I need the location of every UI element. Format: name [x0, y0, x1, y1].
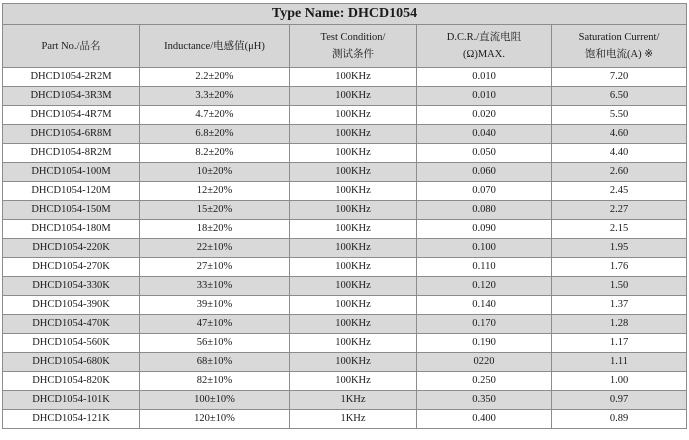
dcr-cell: 0.190: [417, 334, 552, 353]
dcr-cell: 0.050: [417, 144, 552, 163]
inductance-cell: 12±20%: [140, 182, 290, 201]
saturation-current-cell: 0.97: [552, 391, 687, 410]
dcr-cell: 0.090: [417, 220, 552, 239]
saturation-current-cell: 1.00: [552, 372, 687, 391]
test-condition-cell: 100KHz: [290, 258, 417, 277]
table-row: [3, 163, 687, 182]
dcr-cell: 0.060: [417, 163, 552, 182]
dcr-cell: 0.010: [417, 87, 552, 106]
part-no-cell: DHCD1054-3R3M: [3, 87, 140, 106]
dcr-cell: 0.110: [417, 258, 552, 277]
table-row: [3, 334, 687, 353]
dcr-cell: 0.170: [417, 315, 552, 334]
saturation-current-cell: 1.17: [552, 334, 687, 353]
dcr-cell: 0.020: [417, 106, 552, 125]
test-condition-cell: 100KHz: [290, 239, 417, 258]
test-condition-cell: 100KHz: [290, 125, 417, 144]
saturation-current-cell: 1.95: [552, 239, 687, 258]
table-row: [3, 353, 687, 372]
header-saturation-cn: 饱和电流(A) ※: [585, 49, 653, 60]
inductance-cell: 56±10%: [140, 334, 290, 353]
test-condition-cell: 1KHz: [290, 410, 417, 429]
part-no-cell: DHCD1054-8R2M: [3, 144, 140, 163]
saturation-current-cell: 1.11: [552, 353, 687, 372]
inductance-cell: 27±10%: [140, 258, 290, 277]
inductance-cell: 8.2±20%: [140, 144, 290, 163]
saturation-current-cell: 4.40: [552, 144, 687, 163]
saturation-current-cell: 1.50: [552, 277, 687, 296]
inductance-cell: 33±10%: [140, 277, 290, 296]
inductance-cell: 47±10%: [140, 315, 290, 334]
header-dcr-line2: (Ω)MAX.: [463, 49, 505, 60]
table-row: [3, 315, 687, 334]
spec-table: [2, 3, 687, 429]
table-row: [3, 68, 687, 87]
header-part-no: [3, 25, 140, 68]
part-no-cell: DHCD1054-470K: [3, 315, 140, 334]
part-no-cell: DHCD1054-4R7M: [3, 106, 140, 125]
part-no-cell: DHCD1054-820K: [3, 372, 140, 391]
part-no-cell: DHCD1054-101K: [3, 391, 140, 410]
saturation-current-cell: 1.28: [552, 315, 687, 334]
test-condition-cell: 100KHz: [290, 68, 417, 87]
dcr-cell: 0.070: [417, 182, 552, 201]
saturation-current-cell: 2.60: [552, 163, 687, 182]
test-condition-cell: 100KHz: [290, 163, 417, 182]
part-no-cell: DHCD1054-6R8M: [3, 125, 140, 144]
table-row: [3, 410, 687, 429]
header-inductance: [140, 25, 290, 68]
test-condition-cell: 100KHz: [290, 334, 417, 353]
header-dcr: [417, 25, 552, 68]
inductance-cell: 100±10%: [140, 391, 290, 410]
header-saturation-current: [552, 25, 687, 68]
header-part-no-label: Part No./品名: [41, 40, 101, 52]
inductance-cell: 120±10%: [140, 410, 290, 429]
inductance-cell: 68±10%: [140, 353, 290, 372]
inductance-cell: 2.2±20%: [140, 68, 290, 87]
inductance-cell: 15±20%: [140, 201, 290, 220]
test-condition-cell: 100KHz: [290, 353, 417, 372]
test-condition-cell: 100KHz: [290, 372, 417, 391]
saturation-current-cell: 2.15: [552, 220, 687, 239]
header-dcr-line1: D.C.R./直流电阻: [446, 32, 522, 43]
table-row: [3, 106, 687, 125]
inductance-cell: 39±10%: [140, 296, 290, 315]
inductance-cell: 3.3±20%: [140, 87, 290, 106]
inductance-cell: 18±20%: [140, 220, 290, 239]
table-row: [3, 87, 687, 106]
part-no-cell: DHCD1054-560K: [3, 334, 140, 353]
test-condition-cell: 100KHz: [290, 182, 417, 201]
dcr-cell: 0.120: [417, 277, 552, 296]
test-condition-cell: 100KHz: [290, 87, 417, 106]
dcr-cell: 0.350: [417, 391, 552, 410]
saturation-current-cell: 2.45: [552, 182, 687, 201]
saturation-current-cell: 1.37: [552, 296, 687, 315]
inductance-cell: 10±20%: [140, 163, 290, 182]
test-condition-cell: 100KHz: [290, 315, 417, 334]
dcr-cell: 0.010: [417, 68, 552, 87]
test-condition-cell: 1KHz: [290, 391, 417, 410]
table-row: [3, 125, 687, 144]
part-no-cell: DHCD1054-150M: [3, 201, 140, 220]
header-saturation-en: Saturation Current/: [578, 32, 660, 43]
title-row: [3, 4, 687, 25]
saturation-current-cell: 1.76: [552, 258, 687, 277]
saturation-current-cell: 5.50: [552, 106, 687, 125]
test-condition-cell: 100KHz: [290, 296, 417, 315]
header-inductance-label: Inductance/电感值(μH): [164, 40, 265, 52]
saturation-current-cell: 7.20: [552, 68, 687, 87]
dcr-cell: 0.250: [417, 372, 552, 391]
saturation-current-cell: 2.27: [552, 201, 687, 220]
table-row: [3, 296, 687, 315]
header-test-condition-cn: 测试条件: [332, 49, 374, 60]
table-row: [3, 220, 687, 239]
part-no-cell: DHCD1054-330K: [3, 277, 140, 296]
table-row: [3, 182, 687, 201]
table-row: [3, 201, 687, 220]
saturation-current-cell: 6.50: [552, 87, 687, 106]
table-title: Type Name: DHCD1054: [3, 4, 687, 25]
test-condition-cell: 100KHz: [290, 106, 417, 125]
spec-table-container: [2, 3, 686, 429]
inductance-cell: 4.7±20%: [140, 106, 290, 125]
table-body: [3, 68, 687, 429]
saturation-current-cell: 4.60: [552, 125, 687, 144]
part-no-cell: DHCD1054-390K: [3, 296, 140, 315]
dcr-cell: 0.100: [417, 239, 552, 258]
dcr-cell: 0.140: [417, 296, 552, 315]
inductance-cell: 82±10%: [140, 372, 290, 391]
table-row: [3, 144, 687, 163]
test-condition-cell: 100KHz: [290, 201, 417, 220]
test-condition-cell: 100KHz: [290, 220, 417, 239]
part-no-cell: DHCD1054-2R2M: [3, 68, 140, 87]
test-condition-cell: 100KHz: [290, 277, 417, 296]
table-row: [3, 277, 687, 296]
dcr-cell: 0220: [417, 353, 552, 372]
part-no-cell: DHCD1054-680K: [3, 353, 140, 372]
part-no-cell: DHCD1054-180M: [3, 220, 140, 239]
header-row: [3, 25, 687, 68]
part-no-cell: DHCD1054-220K: [3, 239, 140, 258]
table-row: [3, 258, 687, 277]
test-condition-cell: 100KHz: [290, 144, 417, 163]
part-no-cell: DHCD1054-120M: [3, 182, 140, 201]
part-no-cell: DHCD1054-270K: [3, 258, 140, 277]
table-row: [3, 372, 687, 391]
part-no-cell: DHCD1054-121K: [3, 410, 140, 429]
inductance-cell: 6.8±20%: [140, 125, 290, 144]
dcr-cell: 0.040: [417, 125, 552, 144]
part-no-cell: DHCD1054-100M: [3, 163, 140, 182]
table-row: [3, 239, 687, 258]
dcr-cell: 0.080: [417, 201, 552, 220]
table-row: [3, 391, 687, 410]
inductance-cell: 22±10%: [140, 239, 290, 258]
header-test-condition-en: Test Condition/: [320, 32, 386, 43]
saturation-current-cell: 0.89: [552, 410, 687, 429]
dcr-cell: 0.400: [417, 410, 552, 429]
header-test-condition: [290, 25, 417, 68]
